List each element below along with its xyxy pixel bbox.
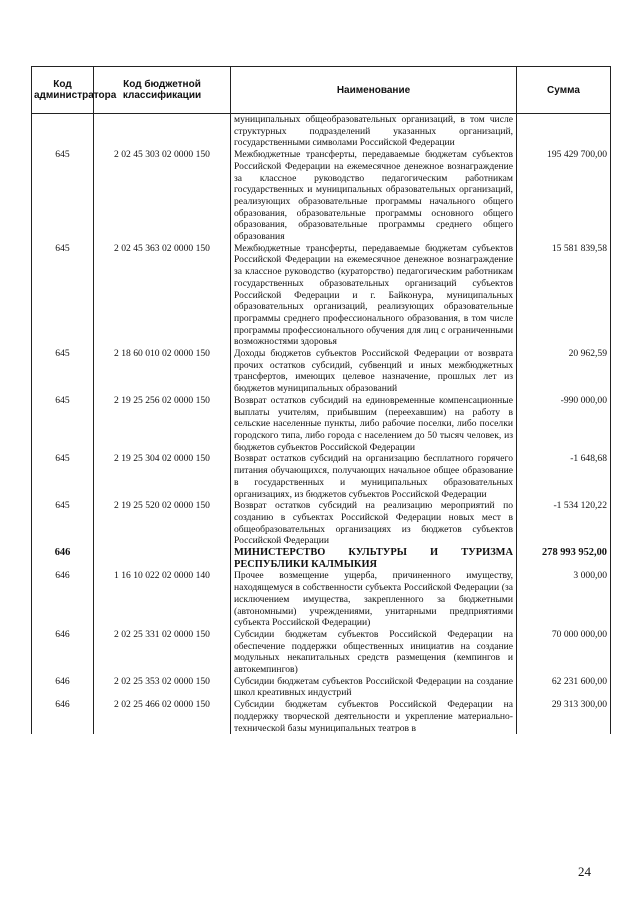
- name-cell: Возврат остатков субсидий на организацию бесплатного горячего питания обучающихся, получающих начальное общее образование в государственных и муниципальных образовательных организациях, из бюджетов субъектов Российской Федерации: [231, 453, 517, 500]
- name-cell: Доходы бюджетов субъектов Российской Федерации от возврата прочих остатков субсидий, субвенций и иных межбюджетных трансфертов, имеющих целевое назначение, прошлых лет из бюджетов муниципальных образований: [231, 348, 517, 395]
- table-header-row: [32, 67, 611, 114]
- admin-code-cell: 646: [32, 699, 94, 734]
- sum-cell: 278 993 952,00: [517, 547, 611, 570]
- sum-cell: -990 000,00: [517, 395, 611, 454]
- budget-code-cell: [94, 114, 231, 150]
- sum-cell: 3 000,00: [517, 570, 611, 629]
- name-cell: муниципальных общеобразовательных организаций, в том числе структурных подразделений указанных организаций, государственными символами Российской Федерации: [231, 114, 517, 150]
- table-body: [32, 114, 611, 735]
- admin-code-cell: 645: [32, 348, 94, 395]
- header-sum: Сумма: [517, 67, 611, 114]
- admin-code-cell: 646: [32, 676, 94, 699]
- header-name: Наименование: [231, 67, 517, 114]
- admin-code-cell: 645: [32, 453, 94, 500]
- budget-code-cell: 2 02 25 466 02 0000 150: [94, 699, 231, 734]
- table-row: [32, 453, 611, 500]
- revenue-table: [31, 66, 611, 734]
- budget-code-cell: 2 02 25 331 02 0000 150: [94, 629, 231, 676]
- table-row: [32, 348, 611, 395]
- table-row: [32, 243, 611, 348]
- name-cell: Субсидии бюджетам субъектов Российской Федерации на создание школ креативных индустрий: [231, 676, 517, 699]
- sum-cell: 29 313 300,00: [517, 699, 611, 734]
- sum-cell: 195 429 700,00: [517, 149, 611, 243]
- name-cell: Субсидии бюджетам субъектов Российской Федерации на поддержку творческой деятельности и укрепление материально-технической базы муниципальных театров в: [231, 699, 517, 734]
- admin-code-cell: 645: [32, 500, 94, 547]
- admin-code-cell: 645: [32, 149, 94, 243]
- sum-cell: 70 000 000,00: [517, 629, 611, 676]
- header-admin-code: Код администратора: [32, 67, 94, 114]
- budget-code-cell: [94, 547, 231, 570]
- sum-cell: [517, 114, 611, 150]
- budget-code-cell: 2 19 25 304 02 0000 150: [94, 453, 231, 500]
- budget-code-cell: 2 02 25 353 02 0000 150: [94, 676, 231, 699]
- admin-code-cell: 646: [32, 629, 94, 676]
- budget-code-cell: 2 02 45 363 02 0000 150: [94, 243, 231, 348]
- budget-code-cell: 1 16 10 022 02 0000 140: [94, 570, 231, 629]
- table-row: [32, 114, 611, 150]
- name-cell: МИНИСТЕРСТВО КУЛЬТУРЫ И ТУРИЗМА РЕСПУБЛИКИ КАЛМЫКИЯ: [231, 547, 517, 570]
- page-number: 24: [578, 864, 591, 879]
- budget-code-cell: 2 02 45 303 02 0000 150: [94, 149, 231, 243]
- table-row: [32, 547, 611, 570]
- header-budget-code: Код бюджетной классификации: [94, 67, 231, 114]
- table-row: [32, 629, 611, 676]
- name-cell: Возврат остатков субсидий на единовременные компенсационные выплаты учителям, прибывшим (переехавшим) на работу в сельские населенные пункты, либо рабочие поселки, либо поселки городского типа, либо города с населением до 50 тысяч человек, из бюджетов субъектов Российской Федерации: [231, 395, 517, 454]
- admin-code-cell: 645: [32, 243, 94, 348]
- name-cell: Межбюджетные трансферты, передаваемые бюджетам субъектов Российской Федерации на ежемесячное денежное вознаграждение за классное руководство (кураторство) педагогическим работникам государственных образовательных организаций субъектов Российской Федерации и г. Байконура, муниципальных образовательных организаций, реализующих образовательные программы среднего профессионального образования, в том числе программы профессионального обучения для лиц с ограниченными возможностями здоровья: [231, 243, 517, 348]
- admin-code-cell: 646: [32, 547, 94, 570]
- name-cell: Возврат остатков субсидий на реализацию мероприятий по созданию в субъектах Российской Федерации новых мест в общеобразовательных организациях из бюджетов субъектов Российской Федерации: [231, 500, 517, 547]
- table-row: [32, 395, 611, 454]
- admin-code-cell: 646: [32, 570, 94, 629]
- budget-code-cell: 2 19 25 520 02 0000 150: [94, 500, 231, 547]
- sum-cell: 62 231 600,00: [517, 676, 611, 699]
- name-cell: Субсидии бюджетам субъектов Российской Федерации на обеспечение поддержки общественных инициатив на создание модульных некапитальных средств размещения (кемпингов и автокемпингов): [231, 629, 517, 676]
- table-row: [32, 699, 611, 734]
- name-cell: Прочее возмещение ущерба, причиненного имуществу, находящемуся в собственности субъекта Российской Федерации (за исключением имущества, закрепленного за бюджетными (автономными) учреждениями, унитарными предприятиями субъекта Российской Федерации): [231, 570, 517, 629]
- sum-cell: -1 648,68: [517, 453, 611, 500]
- budget-code-cell: 2 19 25 256 02 0000 150: [94, 395, 231, 454]
- table-row: [32, 570, 611, 629]
- admin-code-cell: [32, 114, 94, 150]
- sum-cell: 15 581 839,58: [517, 243, 611, 348]
- budget-code-cell: 2 18 60 010 02 0000 150: [94, 348, 231, 395]
- sum-cell: 20 962,59: [517, 348, 611, 395]
- sum-cell: -1 534 120,22: [517, 500, 611, 547]
- table-row: [32, 500, 611, 547]
- name-cell: Межбюджетные трансферты, передаваемые бюджетам субъектов Российской Федерации на ежемесячное денежное вознаграждение за классное руководство педагогическим работникам государственных и муниципальных образовательных организаций, реализующих образовательные программы начального общего образования, образовательные программы основного общего образования, образовательные программы среднего общего образования: [231, 149, 517, 243]
- table-row: [32, 676, 611, 699]
- table-row: [32, 149, 611, 243]
- admin-code-cell: 645: [32, 395, 94, 454]
